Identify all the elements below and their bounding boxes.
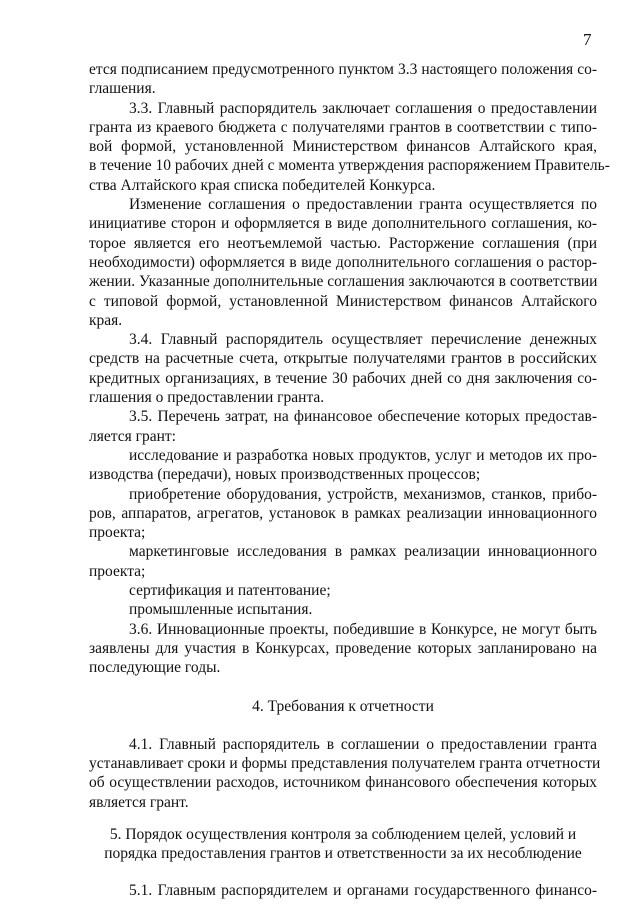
text-line: ров, аппаратов, агрегатов, установок в рамках реализации инновационного [89,504,597,522]
section-heading: 4. Требования к отчетности [252,697,434,715]
text-line: кредитных организациях, в течение 30 рабочих дней со дня заключения со- [89,369,597,387]
document-body [89,60,610,900]
text-line: ляется грант: [89,427,176,445]
list-item [89,485,597,543]
text-line: 5.1. Главным распорядителем и органами государственного финансо- [129,881,597,899]
paragraph [89,195,597,330]
text-line: вой формой, установленной Министерством финансов Алтайского края, [89,138,597,156]
text-line: необходимости) оформляется в виде дополнительного соглашения о растор- [89,253,597,271]
text-line: торое является его неотъемлемой частью. Расторжение соглашения (при [89,234,597,252]
text-line: 4.1. Главный распорядитель в соглашении о предоставлении гранта [129,735,597,753]
text-line: заявлены для участия в Конкурсах, проведение которых запланировано на [89,639,597,657]
text-line: в течение 10 рабочих дней с момента утверждения распоряжением Правитель- [89,157,610,175]
text-line: ства Алтайского края списка победителей Конкурса. [89,176,436,194]
text-line: жении. Указанные дополнительные соглашения заключаются в соответствии [89,273,598,291]
text-line: устанавливает сроки и формы представления получателем гранта отчетности [89,755,601,773]
text-line: 3.6. Инновационные проекты, победившие в Конкурсе, не могут быть [129,620,597,638]
page-number: 7 [583,30,592,49]
text-line: сертификация и патентование; [129,582,331,600]
text-line: последующие годы. [89,659,221,677]
paragraph-3-3 [89,99,610,195]
text-line: глашения о предоставлении гранта. [89,389,325,407]
text-line: об осуществлении расходов, источником финансового обеспечения которых [89,774,597,792]
text-line: 3.4. Главный распорядитель осуществляет перечисление денежных [129,331,597,349]
text-line: является грант. [89,793,189,811]
paragraph-3-6 [89,620,597,678]
text-line: гранта из краевого бюджета с получателями грантов в соответствии с типо- [89,118,597,136]
text-line: проекта; [89,562,146,580]
heading-line: 5. Порядок осуществления контроля за соблюдением целей, условий и [109,825,577,843]
text-line: глашения. [89,80,156,98]
text-line: средств на расчетные счета, открытые получателями грантов в российских [89,350,597,368]
list-item [89,542,597,581]
text-line: с типовой формой, установленной Министерством финансов Алтайского [89,292,597,310]
text-line: промышленные испытания. [129,601,313,619]
text-line: проекта; [89,524,146,542]
text-line: инициативе сторон и оформляется в виде дополнительного соглашения, ко- [89,215,597,233]
text-line: края. [89,311,123,329]
list-item [89,446,597,485]
text-line: приобретение оборудования, устройств, механизмов, станков, прибо- [129,485,597,503]
text-line: Изменение соглашения о предоставлении гранта осуществляется по [129,196,597,214]
list-item [89,600,597,619]
heading-line: порядка предоставления грантов и ответственности за их несоблюдение [104,845,582,863]
list-item [89,581,597,600]
text-line: 3.5. Перечень затрат, на финансовое обеспечение которых предостав- [129,408,597,426]
text-line: маркетинговые исследования в рамках реализации инновационного [129,543,597,561]
paragraph-5-1 [89,881,597,900]
text-line: ется подписанием предусмотренного пунктом 3.3 настоящего положения со- [89,61,597,78]
section-heading [89,825,597,864]
text-line: изводства (передачи), новых производственных процессов; [89,466,481,484]
paragraph-3-4 [89,330,597,407]
paragraph [89,60,597,99]
text-line: исследование и разработка новых продуктов, услуг и методов их про- [129,446,597,464]
text-line: 3.3. Главный распорядитель заключает соглашения о предоставлении [129,99,597,117]
paragraph-4-1 [89,735,601,812]
paragraph-3-5 [89,407,597,446]
